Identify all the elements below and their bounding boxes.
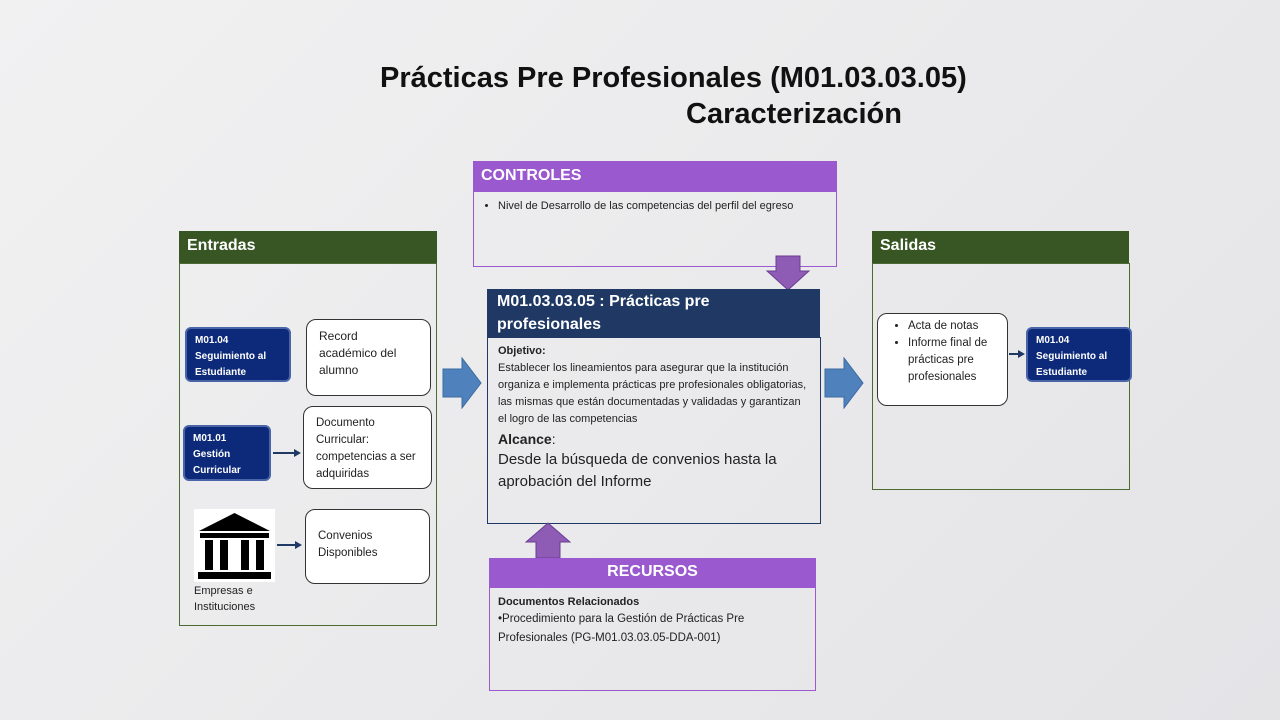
connector-line [277, 544, 296, 546]
salidas-header: Salidas [872, 231, 1129, 263]
block-arrow-right-icon [442, 357, 482, 409]
recursos-subheader: Documentos Relacionados [498, 596, 640, 608]
output-item: • Informe final de prácticas pre profesionales [908, 335, 999, 386]
recursos-item: •Procedimiento para la Gestión de Prácticas Pre Profesionales (PG-M01.03.03.05-DDA-001) [498, 613, 745, 644]
institution-label: Empresas e Instituciones [194, 585, 256, 613]
controls-down-arrow-icon [766, 255, 810, 291]
source-gestion-curricular[interactable] [183, 425, 271, 481]
output-item: • Acta de notas [908, 318, 999, 335]
source-code: M01.04 [195, 335, 229, 346]
recursos-item-text: Procedimiento para la Gestión de Prácticas Pre Profesionales (PG-M01.03.03.05-DDA-001) [498, 613, 745, 644]
recursos-header: RECURSOS [489, 558, 816, 587]
destination-name: Seguimiento al Estudiante [1036, 351, 1108, 378]
destination-code: M01.04 [1036, 335, 1070, 346]
arrow-right-icon [1018, 350, 1025, 358]
input-record-academico: Record académico del alumno [306, 319, 431, 396]
source-seguimiento-estudiante[interactable] [185, 327, 291, 382]
block-arrow-right-icon [824, 357, 864, 409]
bank-building-icon [194, 509, 275, 582]
connector-line [273, 452, 295, 454]
page-title [380, 60, 1080, 132]
process-header: M01.03.03.05 : Prácticas pre profesionales [487, 289, 820, 337]
title-line-1: Prácticas Pre Profesionales (M01.03.03.05) [380, 62, 967, 94]
resources-up-arrow-icon [525, 522, 571, 559]
arrow-right-icon [294, 449, 301, 457]
alcance-row: Alcance: [498, 431, 556, 447]
source-code: M01.01 [193, 433, 227, 444]
controles-item: • Nivel de Desarrollo de las competencias del perfil del egreso [498, 198, 826, 214]
alcance-text: Desde la búsqueda de convenios hasta la aprobación del Informe [498, 451, 777, 490]
source-name: Seguimiento al Estudiante [195, 351, 267, 378]
input-convenios: Convenios Disponibles [305, 509, 430, 584]
title-line-2: Caracterización [686, 98, 902, 130]
source-name: Gestión Curricular [193, 449, 241, 476]
entradas-header: Entradas [179, 231, 437, 263]
arrow-right-icon [295, 541, 302, 549]
controles-header: CONTROLES [473, 161, 837, 191]
objetivo-text: Establecer los lineamientos para asegurar que la institución organiza e implementa prácticas pre profesionales obligatorias, las mismas que están documentadas y validadas y garantizan el logro de las competencias [498, 362, 807, 425]
objetivo-label: Objetivo: [498, 345, 546, 357]
outputs-box [877, 313, 1008, 406]
input-documento-curricular: Documento Curricular: competencias a ser adquiridas [303, 406, 432, 489]
controles-list [474, 192, 836, 214]
recursos-box [489, 587, 816, 691]
process-box [487, 337, 821, 524]
destination-seguimiento-estudiante[interactable] [1026, 327, 1132, 382]
outputs-list [894, 318, 999, 386]
alcance-label: Alcance [498, 431, 552, 447]
